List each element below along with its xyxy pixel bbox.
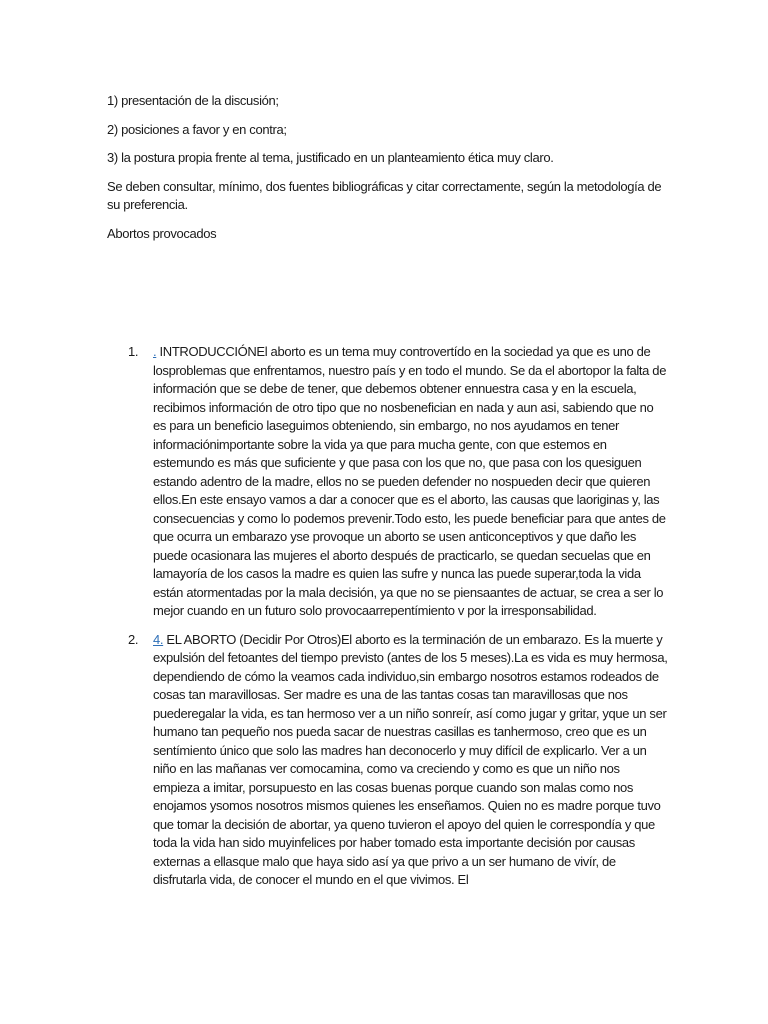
instruction-item-3: 3) la postura propia frente al tema, justificado en un planteamiento ética muy claro.	[107, 150, 554, 165]
assignment-instructions	[107, 92, 667, 253]
instruction-item-2: 2) posiciones a favor y en contra;	[107, 121, 287, 137]
section-number: 2.	[128, 631, 139, 647]
section-introduccion	[128, 343, 668, 621]
section-text: EL ABORTO (Decidir Por Otros)El aborto es la terminación de un embarazo. Es la muerte y expulsión del fetoantes del tiempo previsto (antes de los 5 meses).La es vida es muy hermosa, dependiendo de cómo la veamos cada individuo,sin embargo nosotros estamos rodeados de cosas tan maravillosas. Ser madre es una de las tantas cosas tan maravillosas que nos puederegalar la vida, es tan hermoso ver a un niño sonreír, así como jugar y gritar, yque un ser humano tan pequeño nos pueda sacar de nuestras casillas es tanhermoso, creo que es un sentímiento único que solo las madres han deconocerlo y muy difícil de explicarlo. Ver a un niño en las mañanas ver comocamina, como va creciendo y como es que un niño nos empieza a imitar, porsupuesto en las cosas buenas porque cuando son malas como nos enojamos ysomos nosotros mismos quienes les enseñamos. Quien no es madre porque tuvo que tomar la decisión de abortar, ya queno tuvieron el apoyo del quien le correspondía y que toda la vida han sido muyinfelices por haber tomado esta importante decisión por causas externas a ellasque malo que haya sido así ya que privo a un ser humano de vivír, de disfrutarla vida, de conocer el mundo en el que vivimos. El	[153, 631, 668, 887]
instruction-item-1: 1) presentación de la discusión;	[107, 93, 279, 108]
numbered-sections	[128, 343, 668, 900]
section-body	[153, 343, 668, 621]
section-link[interactable]: 4.	[153, 631, 164, 647]
section-number: 1.	[128, 344, 139, 359]
section-link[interactable]: .	[153, 344, 157, 359]
section-el-aborto	[128, 631, 668, 890]
section-text: INTRODUCCIÓNEl aborto es un tema muy controvertído en la sociedad ya que es uno de losproblemas que enfrentamos, nuestro país y en todo el mundo. Se da el abortopor la falta de información que se debe de tener, que debemos obtener ennuestra casa y en la escuela, recibimos información de otro tipo que no nosbenefician en nada y aun asi, sabiendo que no es para un beneficio laseguimos obteniendo, sin embargo, no nos ayudamos en tener informaciónimportante sobre la vida ya que para mucha gente, con que estemos en estemundo es más que suficiente y que pasa con los que no, que pasa con los quesiguen estando adentro de la madre, ellos no se pueden defender no nospueden decir que quieren ellos.En este ensayo vamos a dar a conocer que es el aborto, las causas que laoriginas y, las consecuencias y como lo podemos prevenir.Todo esto, les puede beneficiar para que antes de que ocurra un embarazo yse provoque un aborto se usen anticonceptivos y que daño les puede ocasionara las mujeres el aborto después de practicarlo, se quedan secuelas que en lamayoría de los casos la madre es quien las sufre y nunca las puede superar,toda la vida están atormentadas por la mala decisión, ya que no se piensaantes de actuar, se crea a ser lo mejor cuando en un futuro solo provocaarrepentímiento v por la irresponsabilidad.	[153, 344, 667, 618]
section-body	[153, 631, 668, 890]
consult-note: Se deben consultar, mínimo, dos fuentes bibliográficas y citar correctamente, según la metodología de su preferencia.	[107, 178, 662, 212]
document-title: Abortos provocados	[107, 225, 217, 241]
